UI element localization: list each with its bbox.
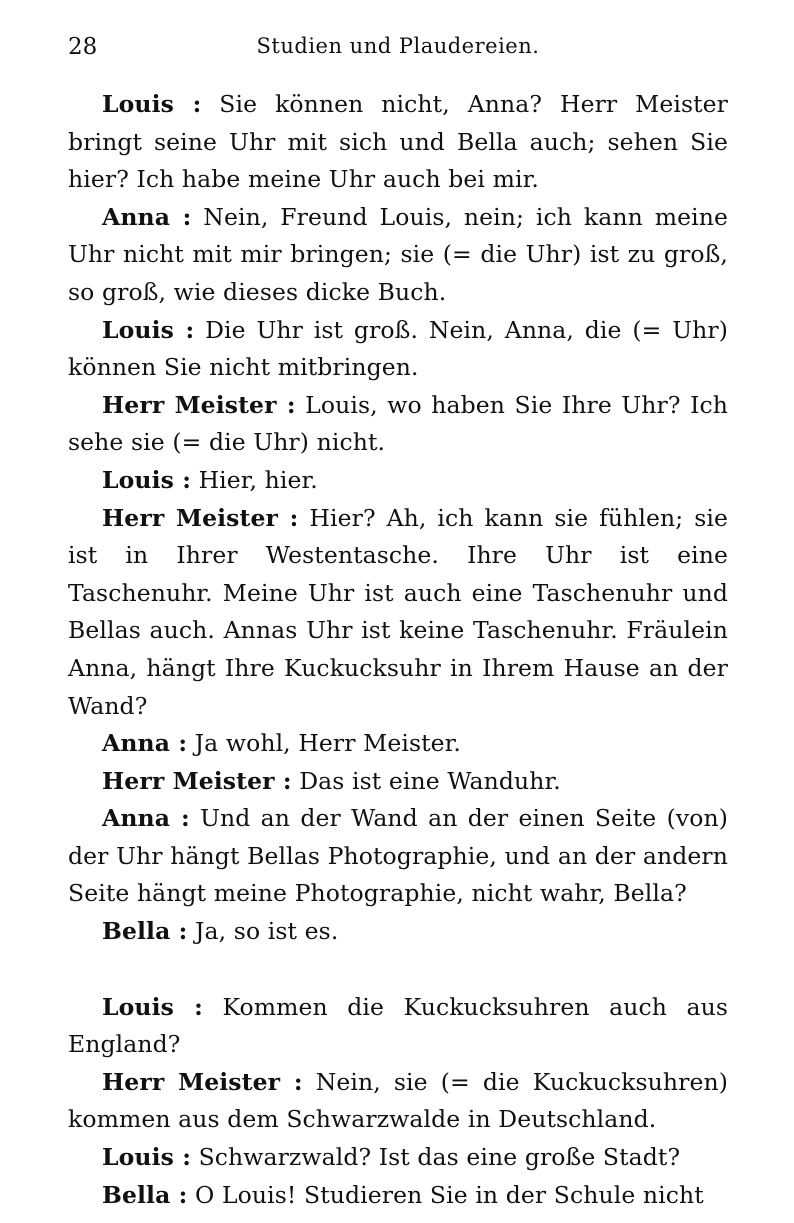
dialogue-line: Nein, Freund Louis, nein; ich kann meine Uhr nicht mit mir bringen; sie (= die Uhr) ist zu groß, so groß, wie dieses dicke Buch. xyxy=(68,202,728,306)
dialogue-line: Und an der Wand an der einen Seite (von) der Uhr hängt Bellas Photographie, und an der andern Seite hängt meine Photographie, nicht wahr, Bella? xyxy=(68,804,728,908)
dialogue-paragraph xyxy=(68,989,728,1064)
speaker-label: Louis : xyxy=(102,992,203,1021)
speaker-label: Herr Meister : xyxy=(102,503,299,532)
dialogue-line: Louis, wo haben Sie Ihre Uhr? Ich sehe sie (= die Uhr) nicht. xyxy=(68,390,728,457)
speaker-label: Bella : xyxy=(102,1180,188,1209)
dialogue-paragraph xyxy=(68,763,728,801)
section-gap xyxy=(68,951,728,989)
page-number: 28 xyxy=(68,34,98,60)
speaker-label: Herr Meister : xyxy=(102,390,296,419)
dialogue-paragraph xyxy=(68,199,728,312)
speaker-label: Bella : xyxy=(102,917,188,946)
dialogue-paragraph xyxy=(68,462,728,500)
speaker-label: Anna : xyxy=(102,202,192,231)
running-title: Studien und Plaudereien. xyxy=(256,34,540,58)
speaker-label: Louis : xyxy=(102,315,195,344)
dialogue-paragraph xyxy=(68,387,728,462)
dialogue-line: Hier? Ah, ich kann sie fühlen; sie ist in Ihrer Westentasche. Ihre Uhr ist eine Taschenuhr. Meine Uhr ist auch eine Taschenuhr und Bellas auch. Annas Uhr ist keine Taschenuhr. Fräulein Anna, hängt Ihre Kuckucksuhr in Ihrem Hause an der Wand? xyxy=(68,503,728,720)
dialogue-line: Ja, so ist es. xyxy=(187,917,339,946)
dialogue-paragraph xyxy=(68,1139,728,1177)
speaker-label: Herr Meister : xyxy=(102,766,292,795)
dialogue-paragraph xyxy=(68,725,728,763)
page-header xyxy=(68,28,728,68)
dialogue-line: Die Uhr ist groß. Nein, Anna, die (= Uhr) können Sie nicht mitbringen. xyxy=(68,315,729,382)
speaker-label: Anna : xyxy=(102,729,188,758)
speaker-label: Anna : xyxy=(102,804,190,833)
dialogue-line: Schwarzwald? Ist das eine große Stadt? xyxy=(191,1143,681,1172)
dialogue-paragraph xyxy=(68,312,728,387)
speaker-label: Herr Meister : xyxy=(102,1067,303,1096)
dialogue-paragraph xyxy=(68,86,728,199)
dialogue-line: Kommen die Kuckucksuhren auch aus England? xyxy=(68,992,728,1059)
dialogue-text xyxy=(68,86,728,1214)
speaker-label: Louis : xyxy=(102,465,191,494)
dialogue-line: O Louis! Studieren Sie in der Schule nicht xyxy=(187,1180,704,1209)
book-page xyxy=(68,28,728,1214)
dialogue-paragraph xyxy=(68,800,728,913)
dialogue-line: Das ist eine Wanduhr. xyxy=(291,766,561,795)
dialogue-line: Ja wohl, Herr Meister. xyxy=(187,729,461,758)
dialogue-paragraph xyxy=(68,913,728,951)
speaker-label: Louis : xyxy=(102,90,202,118)
speaker-label: Louis : xyxy=(102,1143,191,1172)
dialogue-line: Nein, sie (= die Kuckucksuhren) kommen aus dem Schwarzwalde in Deutschland. xyxy=(68,1067,728,1134)
dialogue-line: Sie können nicht, Anna? Herr Meister bringt seine Uhr mit sich und Bella auch; sehen Sie hier? Ich habe meine Uhr auch bei mir. xyxy=(68,90,729,194)
dialogue-paragraph xyxy=(68,500,728,726)
dialogue-paragraph xyxy=(68,1177,728,1215)
dialogue-paragraph xyxy=(68,1064,728,1139)
dialogue-line: Hier, hier. xyxy=(191,465,318,494)
